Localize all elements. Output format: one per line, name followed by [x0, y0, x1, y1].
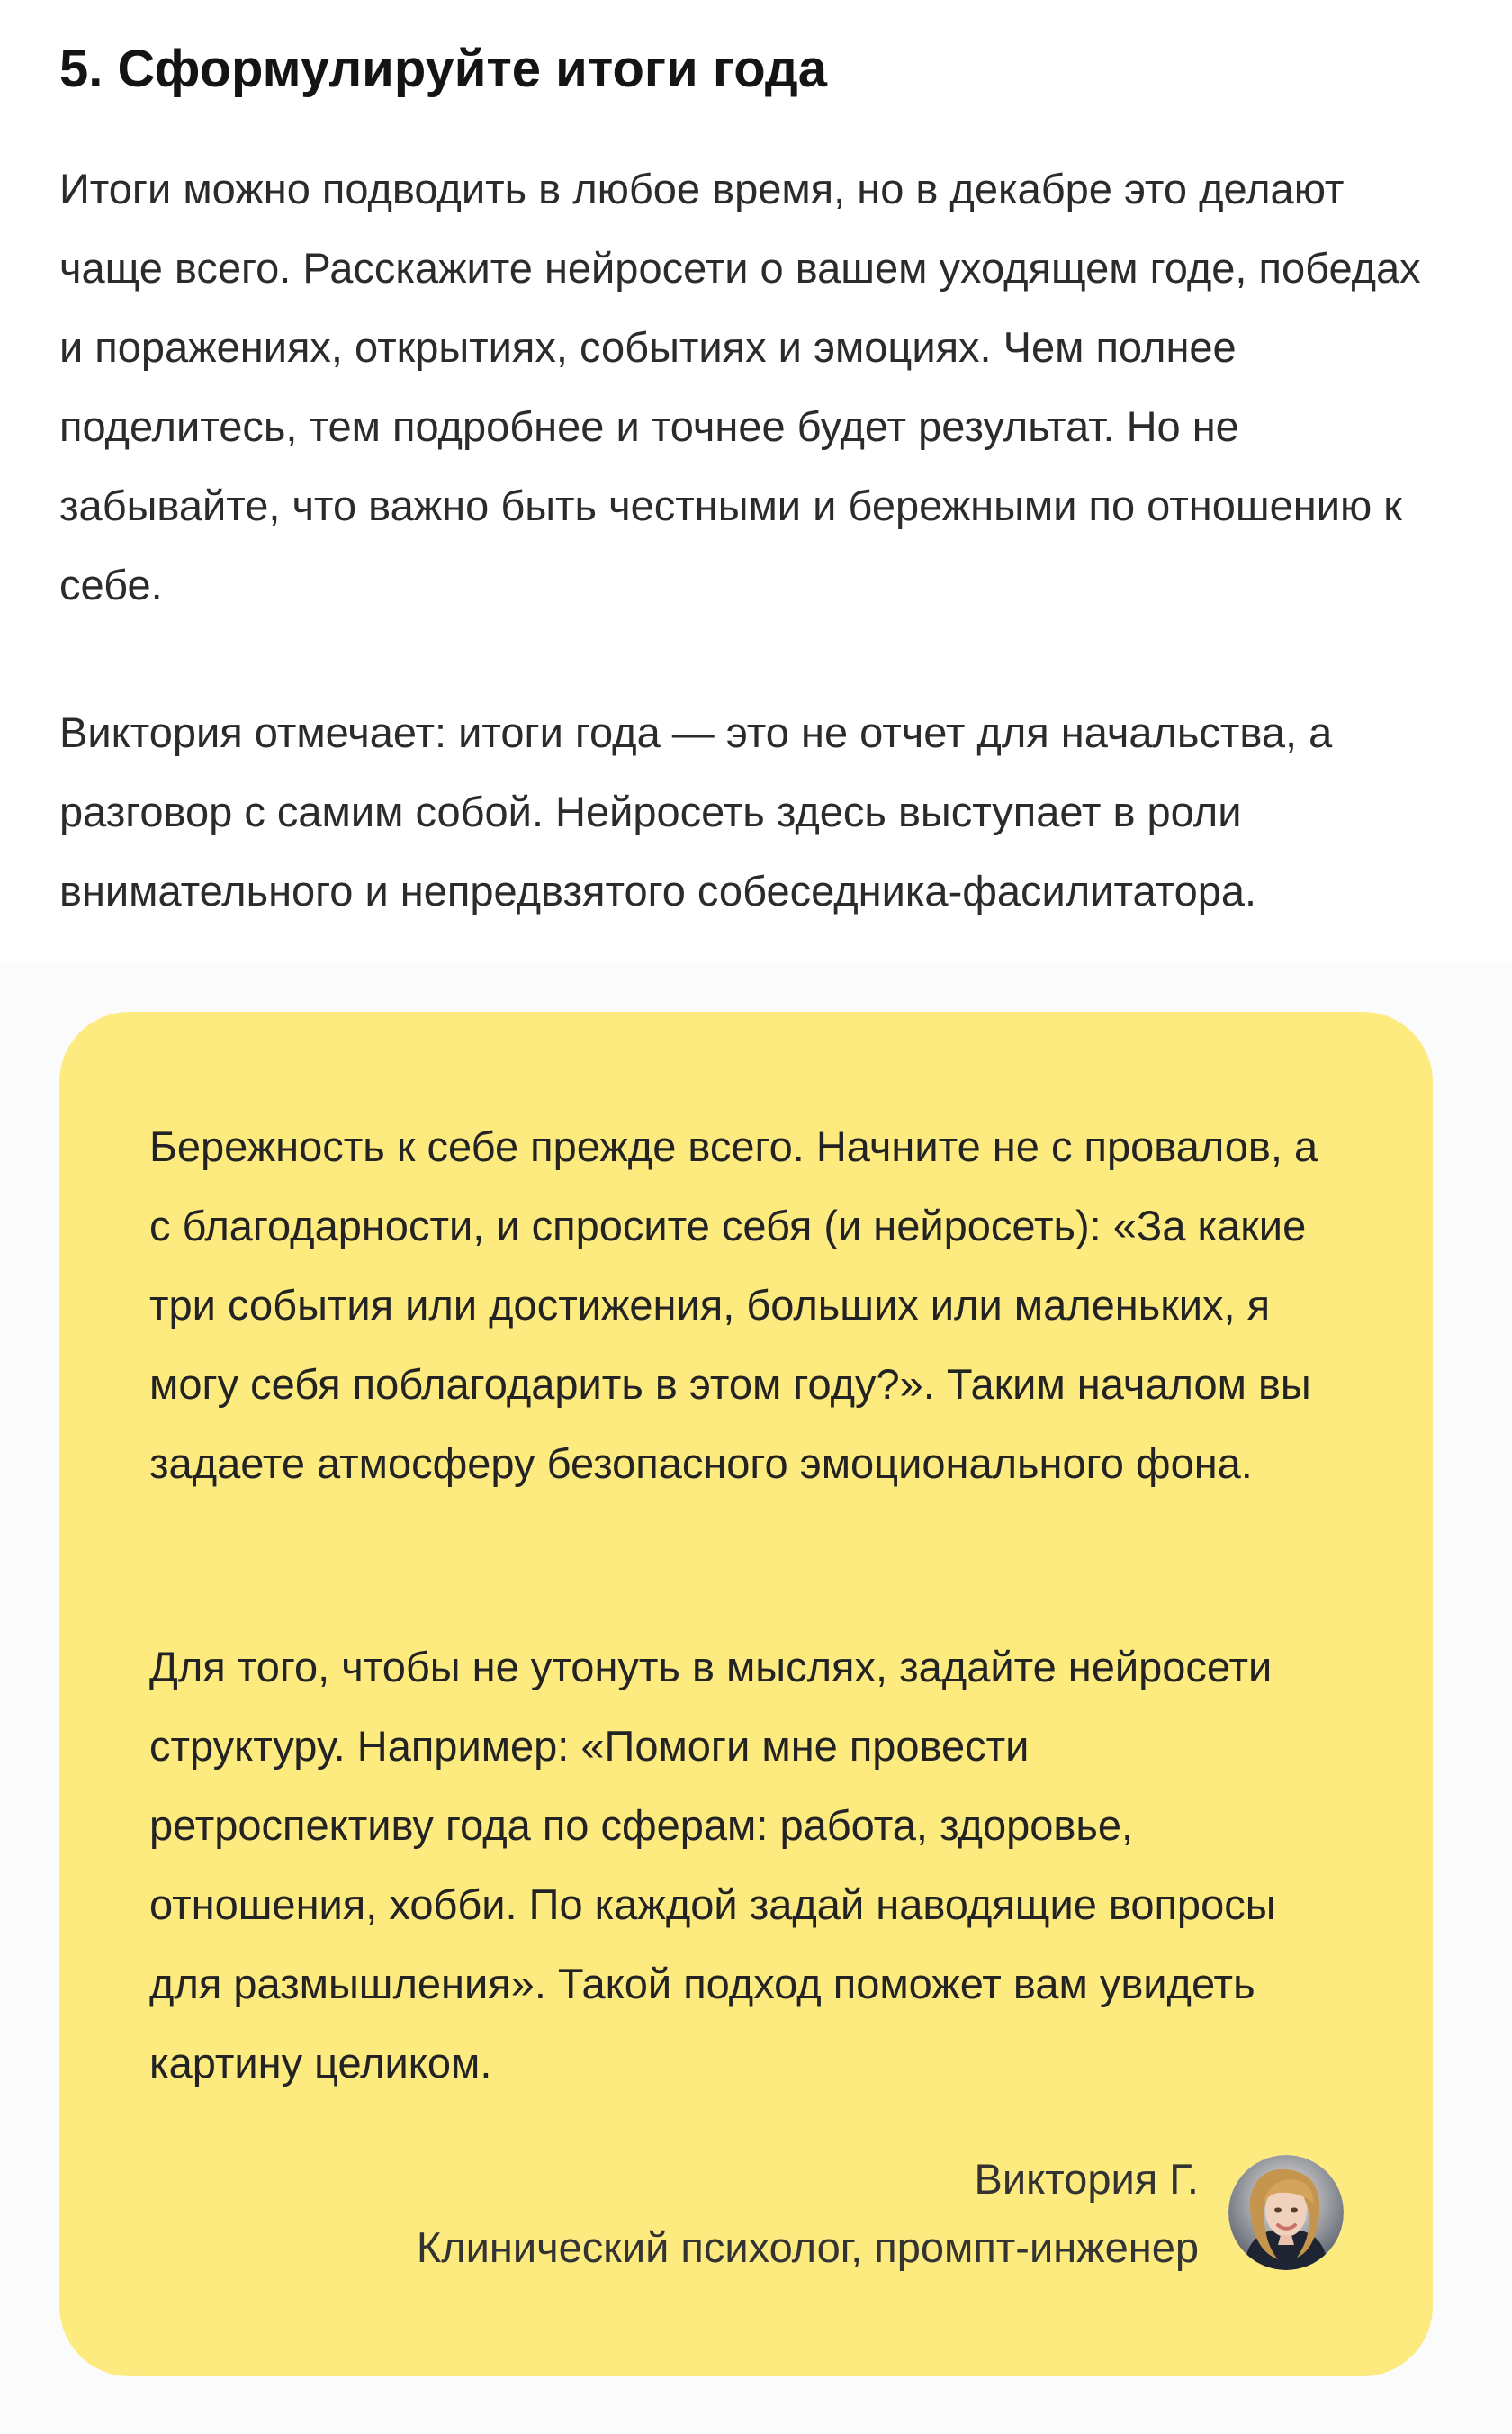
article-section	[0, 0, 1512, 961]
section-title: 5. Сформулируйте итоги года	[59, 40, 827, 98]
section-paragraph-intro: Итоги можно подводить в любое время, но в декабре это делают чаще всего. Расскажите нейросети о вашем уходящем годе, победах и поражениях, открытиях, событиях и эмоциях. Чем полнее поделитесь, тем подробнее и точнее будет результат. Но не забывайте, что важно быть честными и бережными по отношению к себе.	[59, 165, 1421, 608]
quote-author-name: Виктория Г.	[974, 2155, 1199, 2203]
author-avatar	[1228, 2155, 1344, 2270]
quote-paragraph-second: Для того, чтобы не утонуть в мыслях, задайте нейросети структуру. Например: «Помоги мне провести ретроспективу года по сферам: работа, здоровье, отношения, хобби. По каждой задай наводящие вопросы для размышления». Такой подход поможет вам увидеть картину целиком.	[149, 1643, 1276, 2087]
quote-paragraph-first: Бережность к себе прежде всего. Начните не с провалов, а с благодарности, и спросите себя (и нейросеть): «За какие три события или достижения, больших или маленьких, я могу себя поблагодарить в этом году?». Таким началом вы задаете атмосферу безопасного эмоционального фона.	[149, 1122, 1318, 1487]
author-avatar-photo-icon	[1228, 2155, 1344, 2270]
section-paragraph-expert-note: Виктория отмечает: итоги года — это не отчет для начальства, а разговор с самим собой. Нейросеть здесь выступает в роли внимательного и непредвзятого собеседника-фасилитатора.	[59, 708, 1333, 915]
expert-quote-card	[59, 1012, 1433, 2376]
quote-author-role: Клинический психолог, промпт-инженер	[416, 2223, 1199, 2271]
